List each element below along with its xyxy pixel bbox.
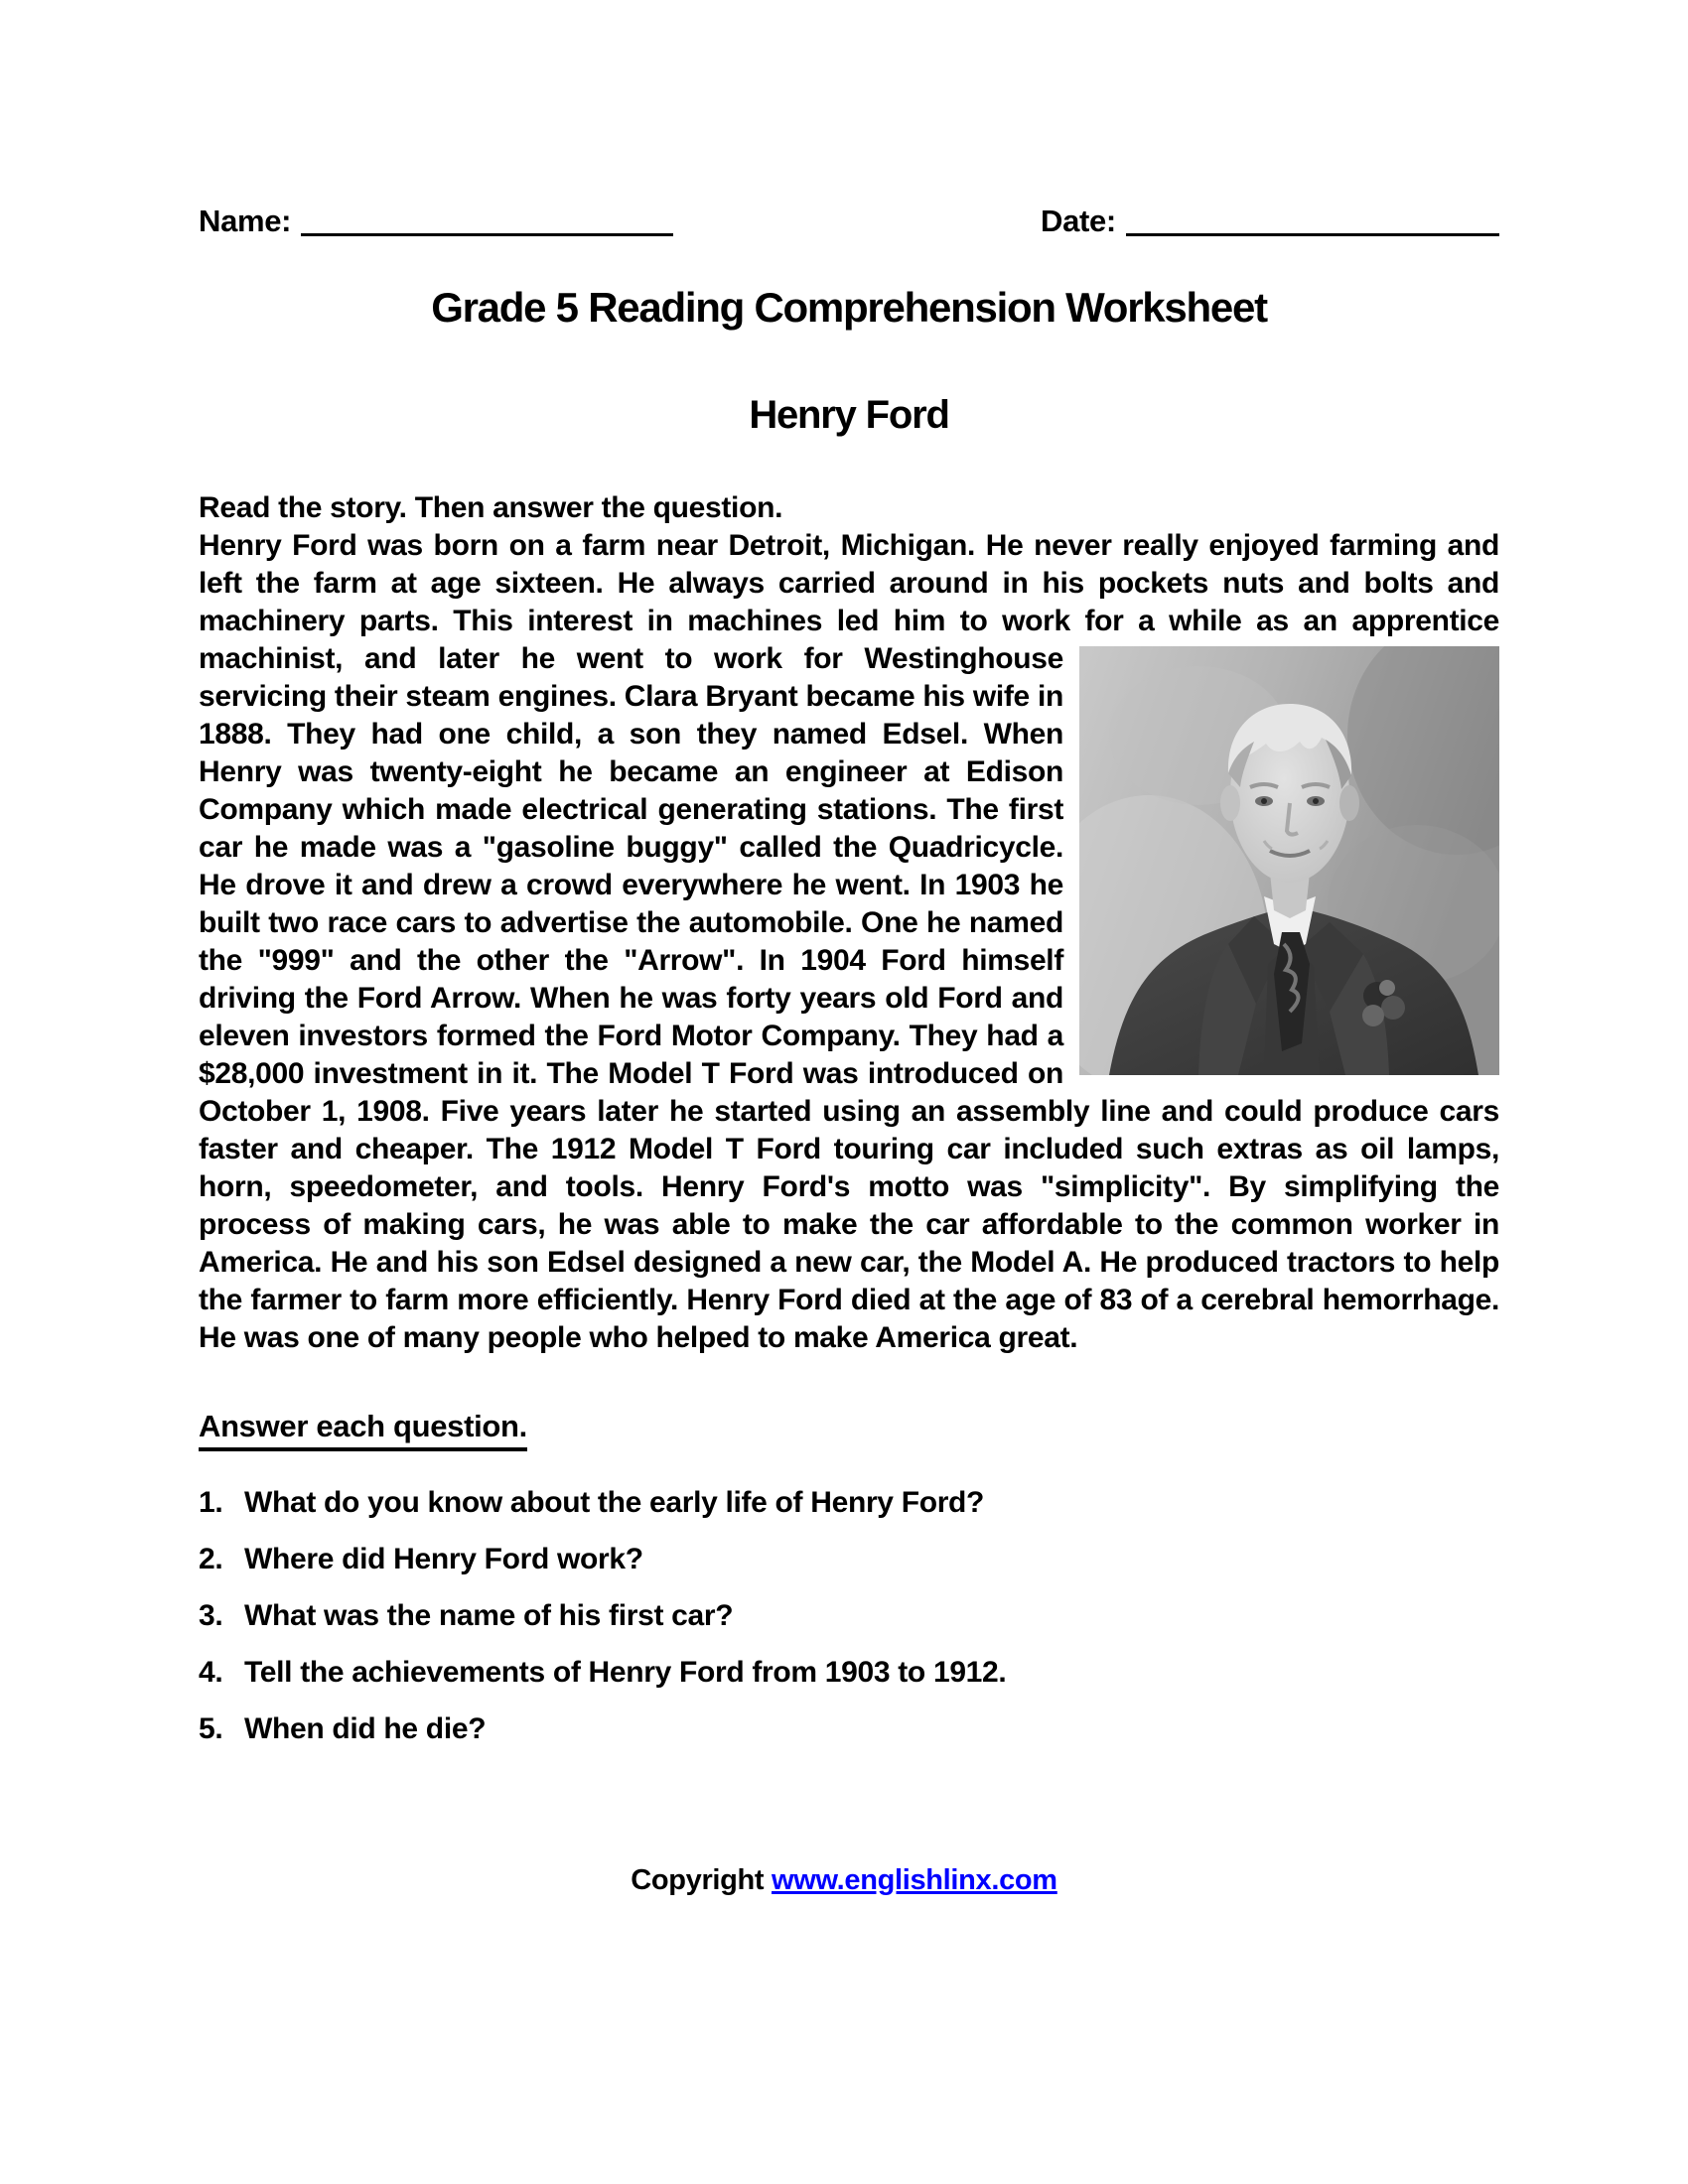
story-text-part2: servicing their steam engines. Clara Bryant became his wife in 1888. They had one child, a son they named Edsel. When Henry was twenty-eight he became an engineer at Edison Company which made electrical generating stations. The first car he made was a "gasoline buggy" called the Quadricycle. He drove it and drew a crowd everywhere he went. In 1903 he built two race cars to advertise the automobile. One he named the "999" and the other the "Arrow". In 1904 Ford himself driving the Ford Arrow. When he was forty years old Ford and eleven investors formed the Ford Motor Company. They had a $28,000 investment in it. The Model T Ford was introduced on October 1, 1908. Five years later he started using an assembly line and could produce cars faster and cheaper. The 1912 Model T Ford touring car included such extras as oil lamps, horn, speedometer, and tools. Henry Ford's motto was "simplicity". By simplifying the process of making cars, he was able to make the car affordable to the common worker in America. He and his son Edsel designed a new car, the Model A. He produced tractors to help the farmer to farm more efficiently. Henry Ford died at the age of 83 of a cerebral hemorrhage. He was one of many people who helped to make America great. [199, 680, 1499, 1354]
question-item-3 [199, 1598, 1499, 1634]
date-label: Date: [1041, 204, 1116, 238]
worksheet-title: Grade 5 Reading Comprehension Worksheet [431, 284, 1267, 331]
answer-heading-wrap [199, 1409, 1499, 1451]
copyright-label: Copyright [631, 1864, 765, 1896]
question-text: What was the name of his first car? [244, 1599, 734, 1632]
story-text-part1: Henry Ford was born on a farm near Detroit, Michigan. He never really enjoyed farming and left the farm at age sixteen. He always carried around in his pockets nuts and bolts and machinery parts. This interest in machines led him to work for a while as an apprentice machinist, and later he went to work for Westinghouse [199, 529, 1499, 675]
name-field [199, 204, 673, 236]
name-label: Name: [199, 204, 292, 238]
name-blank-line[interactable] [301, 204, 673, 236]
question-number: 4. [199, 1656, 223, 1689]
answer-heading: Answer each question. [199, 1409, 527, 1451]
date-field [1041, 204, 1499, 236]
question-number: 5. [199, 1712, 223, 1745]
portrait-image [1079, 646, 1499, 1075]
question-text: What do you know about the early life of Henry Ford? [244, 1486, 985, 1519]
story-section [199, 489, 1499, 1357]
header-row [199, 204, 1499, 236]
story-title: Henry Ford [749, 393, 949, 437]
question-text: When did he die? [244, 1712, 487, 1745]
englishlinx-link[interactable]: www.englishlinx.com [772, 1864, 1057, 1896]
question-number: 2. [199, 1543, 223, 1575]
question-text: Tell the achievements of Henry Ford from 1903 to 1912. [244, 1656, 1007, 1689]
question-number: 3. [199, 1599, 223, 1632]
question-item-5 [199, 1711, 1499, 1747]
question-item-1 [199, 1485, 1499, 1521]
question-item-2 [199, 1542, 1499, 1577]
footer [0, 1864, 1688, 1897]
question-text: Where did Henry Ford work? [244, 1543, 643, 1575]
henry-ford-photo [1079, 646, 1499, 1075]
instructions-line: Read the story. Then answer the question. [199, 491, 783, 524]
question-number: 1. [199, 1486, 223, 1519]
question-item-4 [199, 1655, 1499, 1691]
date-blank-line[interactable] [1126, 204, 1499, 236]
story-paragraph [199, 527, 1499, 1357]
questions-list [199, 1485, 1499, 1747]
